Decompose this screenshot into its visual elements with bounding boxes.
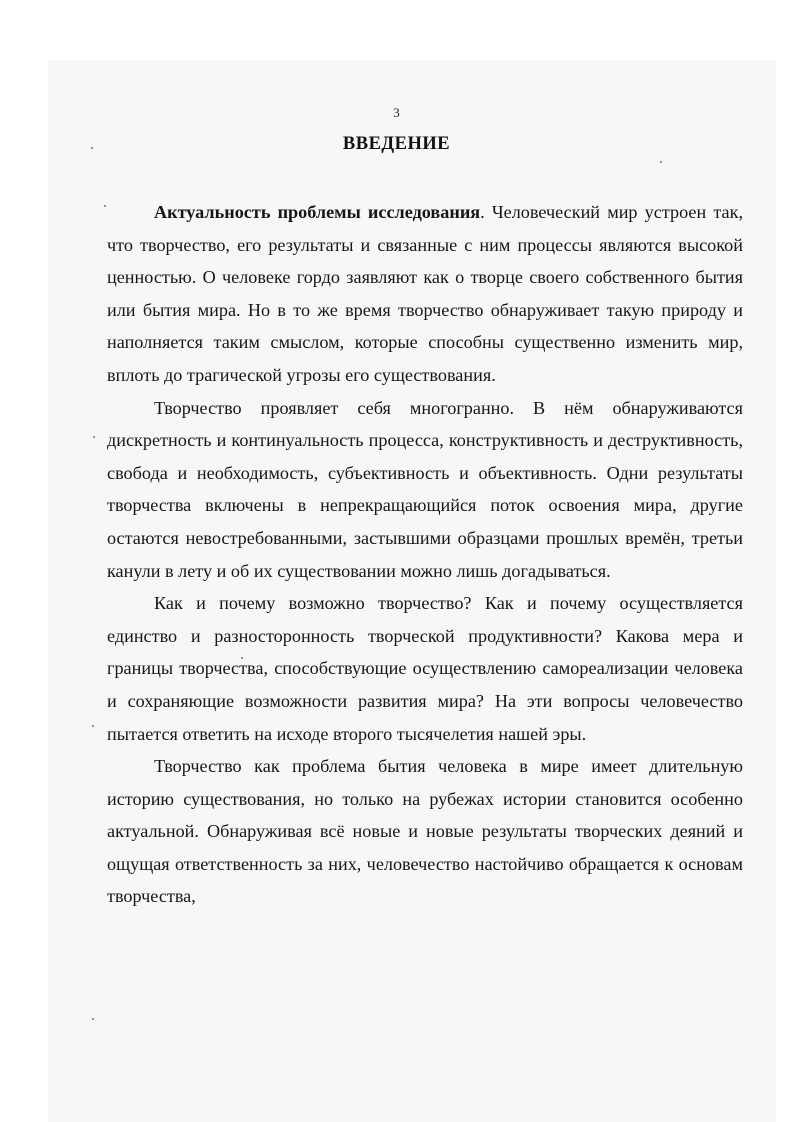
paragraph-relevance xyxy=(107,196,743,392)
paragraph-creativity-manifold: Творчество проявляет себя многогранно. В нём обнаруживаются дискретность и континуальность процесса, конструктивность и деструктивность, свобода и необходимость, субъективность и объективность. Одни результаты творчества включены в непрекращающийся поток освоения мира, другие остаются невостребованными, застывшими образцами прошлых времён, третьи канули в лету и об их существовании можно лишь догадываться. xyxy=(107,397,743,581)
page-title: ВВЕДЕНИЕ xyxy=(342,134,451,154)
scan-speck xyxy=(93,436,95,438)
scan-speck xyxy=(92,1018,94,1020)
paragraph-history: Творчество как проблема бытия человека в мире имеет длительную историю существования, но только на рубежах истории становится особенно актуальной. Обнаруживая всё новые и новые результаты творческих деяний и ощущая ответственность за них, человечество настойчиво обращается к основам творчества, xyxy=(107,756,743,907)
scan-speck xyxy=(92,725,94,727)
paragraph-text: . Человеческий мир устроен так, что творчество, его результаты и связанные с ним процессы являются высокой ценностью. О человеке гордо заявляют как о творце своего собственного бытия или бытия мира. Но в то же время творчество обнаруживает такую природу и наполняется таким смыслом, которые способны существенно изменить мир, вплоть до трагической угрозы его существования. xyxy=(107,202,743,385)
scan-speck xyxy=(104,205,106,207)
paragraph-lead: Актуальность проблемы исследования xyxy=(154,202,481,222)
paragraph-questions: Как и почему возможно творчество? Как и почему осуществляется единство и разносторонность творческой продуктивности? Какова мера и границы творчества, способствующие осуществлению самореализации человека и сохраняющие возможности развития мира? На эти вопросы человечество пытается ответить на исходе второго тысячелетия нашей эры. xyxy=(107,593,743,744)
page-number: 3 xyxy=(393,105,400,120)
scan-speck xyxy=(660,161,662,163)
document-body xyxy=(107,196,743,913)
